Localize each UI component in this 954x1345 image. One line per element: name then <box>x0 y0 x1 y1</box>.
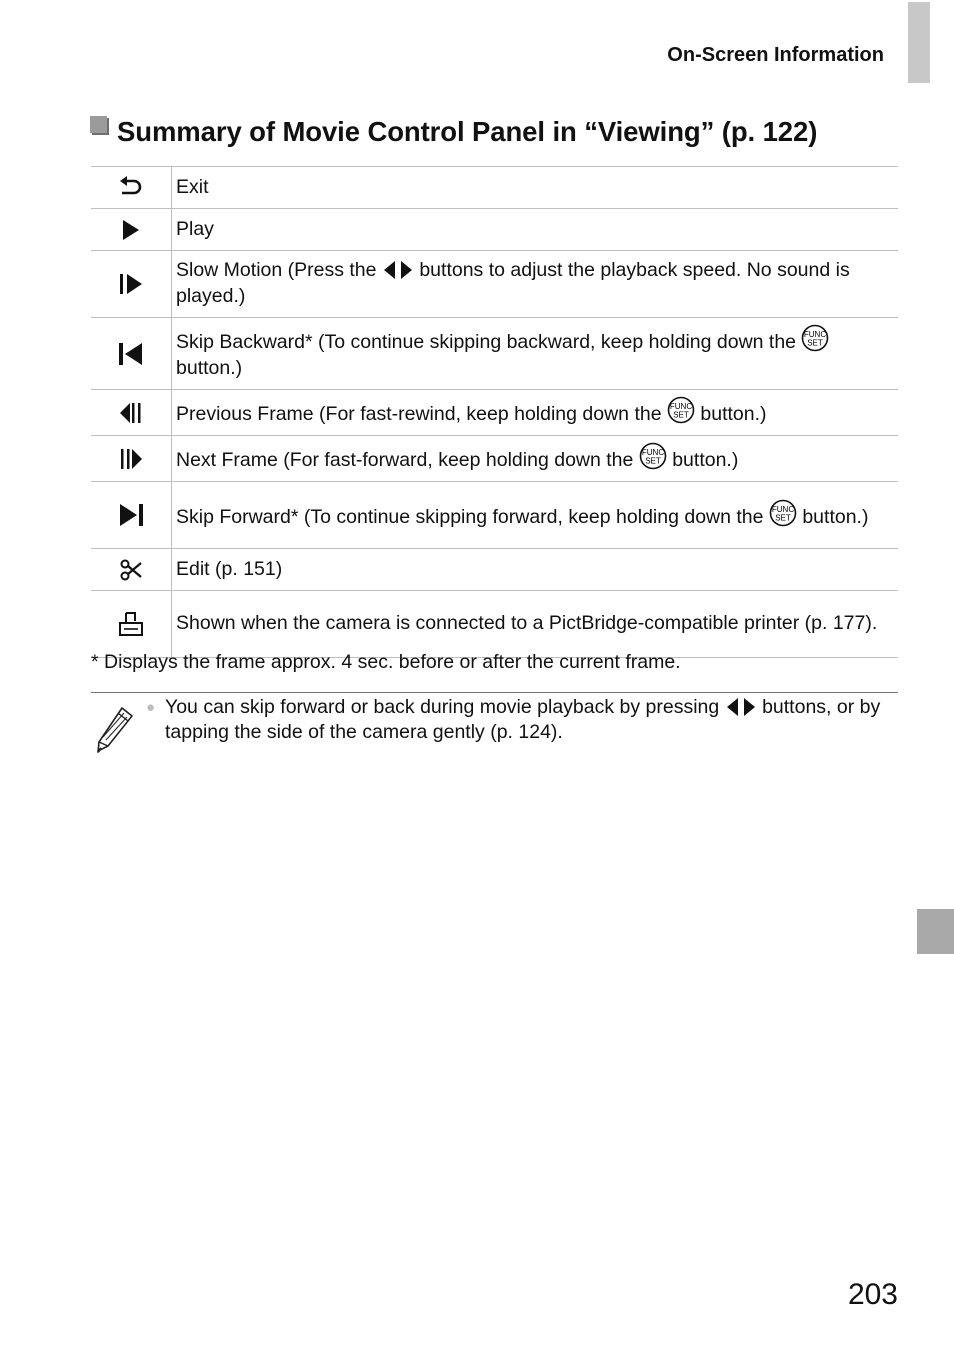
text-run: buttons to adjust the playback speed. No sound is played.) <box>176 259 850 307</box>
section-header: On-Screen Information <box>667 44 884 66</box>
scissors-icon <box>91 549 172 591</box>
previous-frame-icon <box>91 390 172 436</box>
play-icon <box>91 209 172 251</box>
text-run: Play <box>176 217 214 240</box>
text-run: Skip Backward* (To continue skipping backward, keep holding down the <box>176 331 802 353</box>
edge-tab-chapter <box>917 909 954 954</box>
func-set-button-icon <box>667 396 695 424</box>
footnote: * Displays the frame approx. 4 sec. before or after the current frame. <box>91 651 681 673</box>
svg-text:FUNC: FUNC <box>804 330 827 339</box>
row-text <box>172 251 899 318</box>
row-text <box>172 318 899 390</box>
row-text <box>172 436 899 482</box>
row-text <box>172 482 899 549</box>
next-frame-icon <box>91 436 172 482</box>
svg-text:SET: SET <box>775 513 791 522</box>
text-run: Edit (p. 151) <box>176 557 283 580</box>
skip-backward-icon <box>91 318 172 390</box>
text-run: Next Frame (For fast-forward, keep holding down the <box>176 449 639 471</box>
note-divider <box>91 692 898 693</box>
table-row <box>91 549 898 591</box>
row-text <box>172 209 899 251</box>
table-row <box>91 209 898 251</box>
note-text <box>165 695 886 745</box>
pencil-icon <box>96 706 136 754</box>
table-row <box>91 167 898 209</box>
func-set-button-icon <box>769 499 797 527</box>
note-item <box>146 695 886 745</box>
text-run: Slow Motion (Press the <box>176 259 382 281</box>
svg-text:FUNC: FUNC <box>669 402 693 411</box>
row-text <box>172 167 899 209</box>
svg-text:FUNC: FUNC <box>641 448 664 457</box>
section-heading <box>90 114 817 150</box>
row-text <box>172 591 899 658</box>
table-row <box>91 251 898 318</box>
row-text <box>172 549 899 591</box>
svg-text:SET: SET <box>807 338 824 348</box>
svg-text:SET: SET <box>673 410 689 420</box>
text-run: button.) <box>796 505 869 528</box>
table-row <box>91 591 898 658</box>
text-run: button.) <box>694 403 767 425</box>
row-text <box>172 390 899 436</box>
bullet-icon: ● <box>146 699 156 716</box>
text-run: You can skip forward or back during movie playback by pressing <box>165 696 725 718</box>
table-row <box>91 482 898 549</box>
svg-text:FUNC: FUNC <box>771 504 795 514</box>
func-set-button-icon <box>801 324 829 352</box>
exit-icon <box>91 167 172 209</box>
text-run: button.) <box>176 357 243 379</box>
left-right-buttons-icon <box>725 697 757 717</box>
printer-icon <box>91 591 172 658</box>
text-run: Skip Forward* (To continue skipping forward, keep holding down the <box>176 505 769 528</box>
movie-control-table <box>91 166 898 658</box>
table-row <box>91 318 898 390</box>
page-title: Summary of Movie Control Panel in “Viewing” (p. 122) <box>117 116 818 147</box>
slow-motion-icon <box>91 251 172 318</box>
page-number: 203 <box>847 1278 898 1311</box>
left-right-buttons-icon <box>382 260 414 280</box>
skip-forward-icon <box>91 482 172 549</box>
heading-square-icon <box>90 116 107 133</box>
edge-tab-top <box>908 2 930 83</box>
text-run: Previous Frame (For fast-rewind, keep holding down the <box>176 403 667 425</box>
svg-text:SET: SET <box>645 456 661 466</box>
text-run: button.) <box>666 449 739 471</box>
func-set-button-icon <box>639 442 667 470</box>
text-run: buttons, or by tapping the side of the camera gently (p. 124). <box>165 696 881 743</box>
table-row <box>91 390 898 436</box>
text-run: Exit <box>176 175 209 198</box>
table-row <box>91 436 898 482</box>
text-run: Shown when the camera is connected to a PictBridge-compatible printer (p. 177). <box>176 612 878 634</box>
